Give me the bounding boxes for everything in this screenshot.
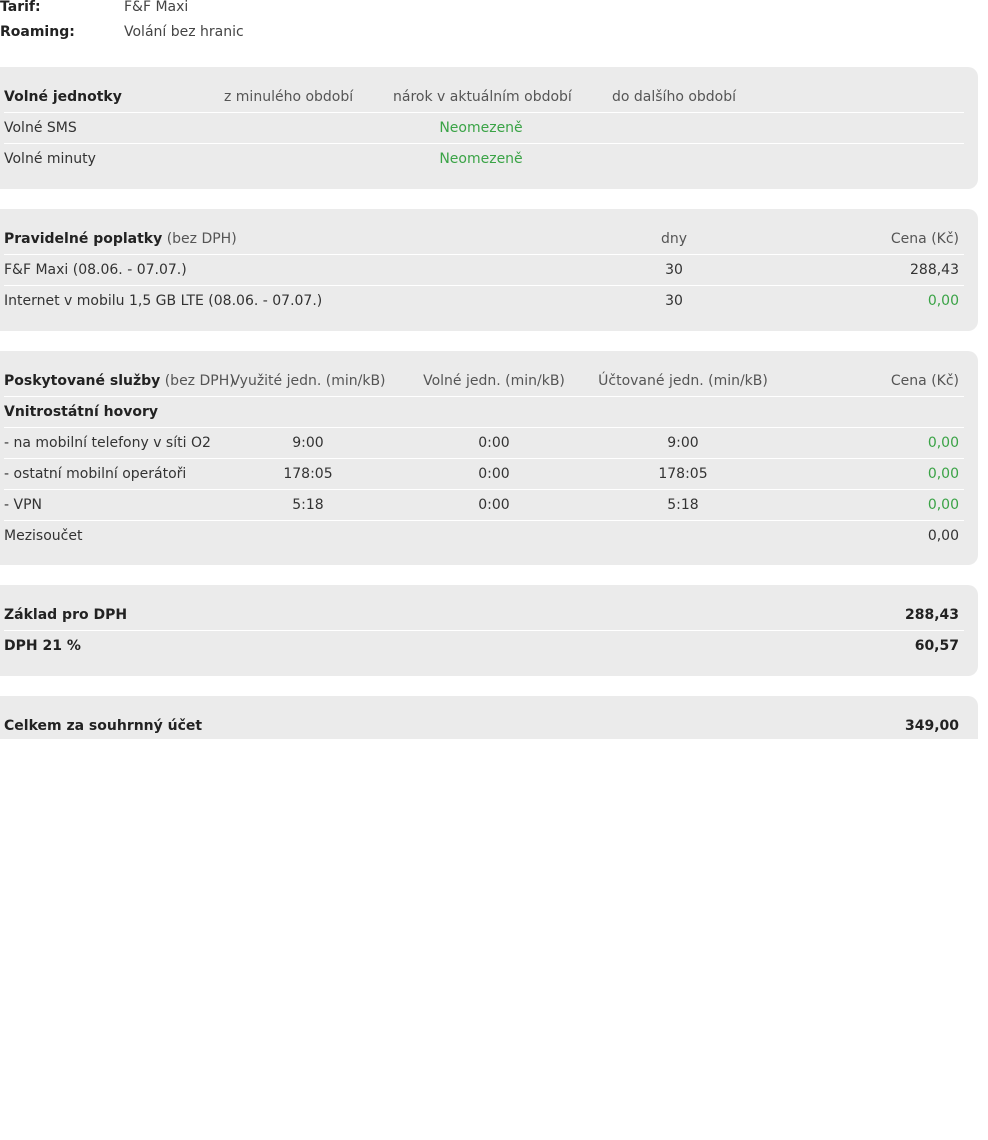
regular-fees-panel <box>0 209 978 331</box>
services-title-suffix: (bez DPH) <box>164 373 235 389</box>
free-unit-name: Volné minuty <box>4 151 96 167</box>
subtotal-value: 0,00 <box>927 528 959 544</box>
table-row <box>4 285 964 317</box>
service-name: - ostatní mobilní operátoři <box>4 466 187 482</box>
subtotal-label: Mezisoučet <box>4 528 83 544</box>
tarif-label: Tarif: <box>0 0 41 15</box>
service-name: - VPN <box>4 497 42 513</box>
free-unit-current: Neomezeně <box>439 120 523 136</box>
table-row <box>4 254 964 286</box>
services-group-row <box>4 396 964 428</box>
regular-fees-title-suffix: (bez DPH) <box>166 231 237 247</box>
service-billed: 5:18 <box>667 497 699 513</box>
free-units-title: Volné jednotky <box>4 89 122 105</box>
roaming-line <box>0 22 600 42</box>
fee-price: 288,43 <box>910 262 959 278</box>
fee-price: 0,00 <box>927 293 959 309</box>
col-price: Cena (Kč) <box>890 373 959 389</box>
total-value: 349,00 <box>904 718 959 734</box>
tax-base-row <box>4 600 964 631</box>
table-row <box>4 427 964 459</box>
roaming-label: Roaming: <box>0 24 75 40</box>
service-free: 0:00 <box>478 466 510 482</box>
service-price: 0,00 <box>927 466 959 482</box>
fee-name: F&F Maxi (08.06. - 07.07.) <box>4 262 187 278</box>
roaming-value: Volání bez hranic <box>124 24 244 40</box>
service-price: 0,00 <box>927 497 959 513</box>
free-unit-name: Volné SMS <box>4 120 77 136</box>
tarif-value: F&F Maxi <box>124 0 189 15</box>
col-prev-period: z minulého období <box>224 89 354 105</box>
table-row <box>4 143 964 175</box>
col-current-period: nárok v aktuálním období <box>393 89 572 105</box>
service-name: - na mobilní telefony v síti O2 <box>4 435 211 451</box>
regular-fees-title-wrap <box>4 224 237 255</box>
col-days: dny <box>660 231 688 247</box>
service-used: 5:18 <box>292 497 324 513</box>
services-title-wrap <box>4 366 235 397</box>
vat-value: 60,57 <box>914 638 959 654</box>
total-label: Celkem za souhrnný účet <box>4 718 203 734</box>
tarif-line <box>0 0 600 17</box>
vat-label: DPH 21 % <box>4 638 81 654</box>
service-used: 9:00 <box>292 435 324 451</box>
vat-row <box>4 630 964 662</box>
tax-base-value: 288,43 <box>904 607 959 623</box>
tax-base-label: Základ pro DPH <box>4 607 128 623</box>
regular-fees-title: Pravidelné poplatky <box>4 231 163 247</box>
fee-days: 30 <box>665 293 683 309</box>
total-panel <box>0 696 978 739</box>
services-panel <box>0 351 978 565</box>
free-units-panel <box>0 67 978 189</box>
service-price: 0,00 <box>927 435 959 451</box>
service-used: 178:05 <box>283 466 333 482</box>
service-billed: 178:05 <box>658 466 708 482</box>
col-next-period: do dalšího období <box>612 89 737 105</box>
service-free: 0:00 <box>478 497 510 513</box>
fee-days: 30 <box>665 262 683 278</box>
table-row <box>4 458 964 490</box>
fee-name: Internet v mobilu 1,5 GB LTE (08.06. - 07.07.) <box>4 293 323 309</box>
service-free: 0:00 <box>478 435 510 451</box>
service-billed: 9:00 <box>667 435 699 451</box>
services-group-title: Vnitrostátní hovory <box>4 404 158 420</box>
col-billed-units: Účtované jedn. (min/kB) <box>598 373 768 389</box>
col-used-units: Využité jedn. (min/kB) <box>230 373 386 389</box>
free-unit-current: Neomezeně <box>439 151 523 167</box>
total-row <box>4 711 964 739</box>
free-units-header-row <box>4 82 964 113</box>
services-header-row <box>4 366 964 397</box>
table-row <box>4 112 964 144</box>
tax-panel <box>0 585 978 676</box>
regular-fees-header-row <box>4 224 964 255</box>
services-title: Poskytované služby <box>4 373 161 389</box>
col-free-units: Volné jedn. (min/kB) <box>423 373 565 389</box>
table-row <box>4 489 964 521</box>
subtotal-row <box>4 520 964 552</box>
col-price: Cena (Kč) <box>890 231 959 247</box>
